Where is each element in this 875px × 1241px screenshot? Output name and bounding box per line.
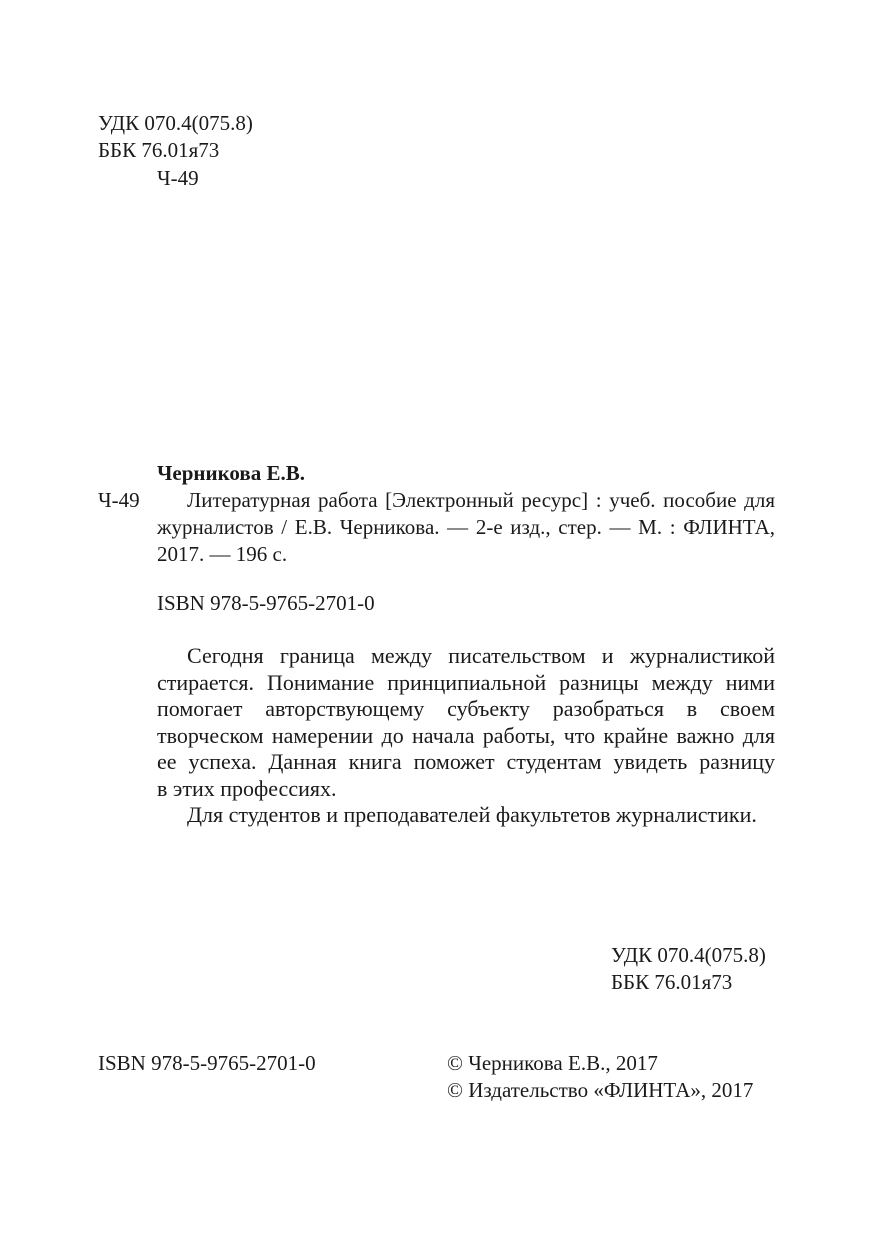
audience-note: Для студентов и преподавателей факультетов журналистики. <box>187 802 757 827</box>
bbk-code-top: ББК 76.01я73 <box>98 138 220 162</box>
annotation-line: творческом намерении до начала работы, что крайне важно для <box>157 722 775 748</box>
copyright-publisher: © Издательство «ФЛИНТА», 2017 <box>447 1078 754 1102</box>
annotation-line: в этих профессиях. <box>157 775 337 801</box>
annotation-line: помогает авторствующему субъекту разобраться в своем <box>157 696 775 721</box>
author-mark: Ч-49 <box>98 488 140 512</box>
title-line: журналистов / Е.В. Черникова. — 2-е изд., стер. — М. : ФЛИНТА, <box>157 515 775 539</box>
bbk-code-bottom: ББК 76.01я73 <box>611 970 733 994</box>
isbn-record: ISBN 978-5-9765-2701-0 <box>157 591 375 615</box>
title-line: Литературная работа [Электронный ресурс] : учеб. пособие для <box>187 488 775 512</box>
annotation <box>157 643 775 829</box>
author-heading: Черникова Е.В. <box>157 461 306 485</box>
isbn-footer: ISBN 978-5-9765-2701-0 <box>98 1051 316 1075</box>
udk-code-top: УДК 070.4(075.8) <box>98 111 253 135</box>
annotation-line: стирается. Понимание принципиальной разницы между ними <box>157 669 775 695</box>
udk-code-bottom: УДК 070.4(075.8) <box>611 943 766 967</box>
annotation-line: Сегодня граница между писательством и журналистикой <box>187 643 775 668</box>
title-line: 2017. — 196 с. <box>157 542 288 566</box>
copyright-author: © Черникова Е.В., 2017 <box>447 1051 658 1075</box>
title-description <box>157 487 775 568</box>
annotation-line: ее успеха. Данная книга поможет студентам увидеть разницу <box>157 749 775 774</box>
author-mark-top: Ч-49 <box>157 166 199 190</box>
